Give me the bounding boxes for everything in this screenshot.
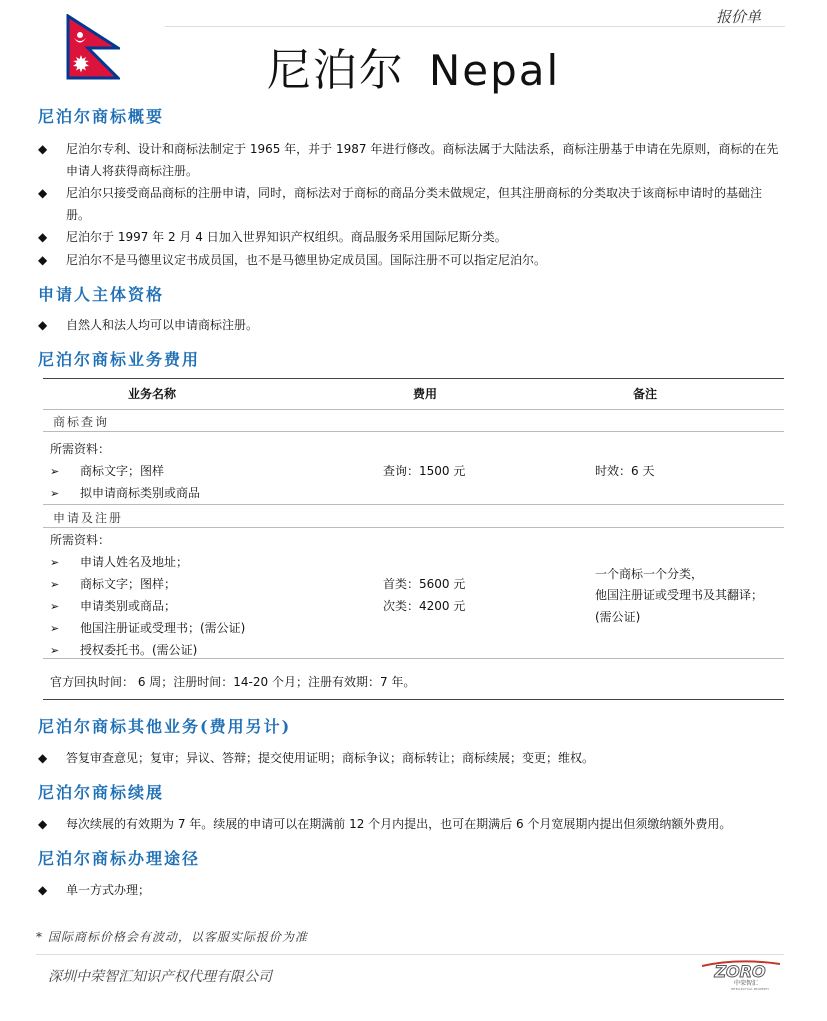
- list-item: ◆ 尼泊尔专利、设计和商标法制定于 1965 年，并于 1987 年进行修改。商标法属于大陆法系，商标注册基于申请在先原则，商标的在先申请人将获得商标注册。: [38, 138, 783, 182]
- quote-label: 报价单: [715, 8, 761, 26]
- logo-tagline: INTELLECTUAL PROPERTY: [730, 987, 770, 991]
- register-note: 他国注册证或受理书及其翻译；: [595, 588, 764, 602]
- price-footnote: * 国际商标价格会有波动，以客服实际报价为准: [36, 930, 308, 944]
- register-fee-next: 次类：4200 元: [383, 599, 466, 613]
- table-rule: [43, 409, 784, 410]
- fee-table: [43, 378, 784, 700]
- column-header-service: 业务名称: [128, 387, 177, 401]
- arrow-bullet-icon: ➢: [50, 556, 60, 569]
- timing-row: 官方回执时间： 6 周；注册时间：14-20 个月；注册有效期：7 年。: [50, 675, 416, 689]
- materials-label: 所需资料：: [50, 442, 111, 456]
- diamond-bullet-icon: ◆: [38, 751, 48, 765]
- diamond-bullet-icon: ◆: [38, 817, 48, 831]
- category-register: 申请及注册: [53, 511, 124, 525]
- material-item: ➢ 申请类别或商品；: [50, 599, 177, 613]
- table-rule: [43, 378, 784, 379]
- material-item: ➢ 商标文字；图样: [50, 464, 165, 478]
- table-rule: [43, 699, 784, 700]
- list-item: ◆ 答复审查意见；复审；异议、答辩；提交使用证明；商标争议；商标转让；商标续展；变更；维权。: [38, 747, 783, 769]
- logo-sub: 中荣智汇: [733, 980, 759, 987]
- material-item: ➢ 申请人姓名及地址；: [50, 555, 189, 569]
- register-fee-first: 首类：5600 元: [383, 577, 466, 591]
- register-note: 一个商标一个分类，: [595, 567, 704, 581]
- company-name: 深圳中荣智汇知识产权代理有限公司: [48, 969, 272, 985]
- table-rule: [43, 658, 784, 659]
- list-item: ◆ 自然人和法人均可以申请商标注册。: [38, 314, 783, 336]
- material-item: ➢ 授权委托书。(需公证): [50, 643, 198, 657]
- diamond-bullet-icon: ◆: [38, 318, 48, 332]
- section-title-eligibility: 申请人主体资格: [38, 285, 165, 304]
- column-header-fee: 费用: [413, 387, 438, 401]
- list-item: ◆ 尼泊尔只接受商品商标的注册申请，同时，商标法对于商标的商品分类未做规定，但其注册商标的分类取决于该商标申请时的基础注册。: [38, 182, 783, 226]
- register-note: (需公证): [595, 610, 641, 624]
- column-header-note: 备注: [633, 387, 658, 401]
- arrow-bullet-icon: ➢: [50, 578, 60, 591]
- arrow-bullet-icon: ➢: [50, 644, 60, 657]
- diamond-bullet-icon: ◆: [38, 883, 48, 897]
- material-item: ➢ 他国注册证或受理书；(需公证): [50, 621, 246, 635]
- diamond-bullet-icon: ◆: [38, 253, 48, 267]
- section-title-renewal: 尼泊尔商标续展: [38, 783, 165, 802]
- arrow-bullet-icon: ➢: [50, 465, 60, 478]
- materials-label: 所需资料：: [50, 533, 111, 547]
- title-chinese: 尼泊尔: [266, 45, 405, 96]
- arrow-bullet-icon: ➢: [50, 600, 60, 613]
- arrow-bullet-icon: ➢: [50, 487, 60, 500]
- material-item: ➢ 拟申请商标类别或商品: [50, 486, 201, 500]
- title-english: Nepal: [428, 46, 561, 95]
- table-rule: [43, 431, 784, 432]
- section-title-fees: 尼泊尔商标业务费用: [38, 350, 201, 369]
- material-item: ➢ 商标文字；图样；: [50, 577, 177, 591]
- header-rule: [165, 26, 785, 27]
- list-item: ◆ 单一方式办理；: [38, 879, 783, 901]
- section-title-overview: 尼泊尔商标概要: [38, 107, 165, 126]
- list-item: ◆ 尼泊尔于 1997 年 2 月 4 日加入世界知识产权组织。商品服务采用国际尼斯分类。: [38, 226, 783, 248]
- diamond-bullet-icon: ◆: [38, 230, 48, 244]
- diamond-bullet-icon: ◆: [38, 186, 48, 200]
- arrow-bullet-icon: ➢: [50, 622, 60, 635]
- logo-text: ZORO: [714, 962, 766, 981]
- search-fee: 查询：1500 元: [383, 464, 466, 478]
- diamond-bullet-icon: ◆: [38, 142, 48, 156]
- search-note: 时效：6 天: [595, 464, 655, 478]
- page-title: [0, 34, 827, 98]
- list-item: ◆ 尼泊尔不是马德里议定书成员国，也不是马德里协定成员国。国际注册不可以指定尼泊尔。: [38, 249, 783, 271]
- section-title-other: 尼泊尔商标其他业务(费用另计): [38, 717, 292, 736]
- section-title-channel: 尼泊尔商标办理途径: [38, 849, 201, 868]
- category-search: 商标查询: [53, 415, 110, 429]
- table-rule: [43, 527, 784, 528]
- list-item: ◆ 每次续展的有效期为 7 年。续展的申请可以在期满前 12 个月内提出，也可在期满后 6 个月宽展期内提出但须缴纳额外费用。: [38, 813, 783, 835]
- table-rule: [43, 504, 784, 505]
- company-logo: [698, 958, 782, 992]
- footer-rule: [36, 954, 784, 955]
